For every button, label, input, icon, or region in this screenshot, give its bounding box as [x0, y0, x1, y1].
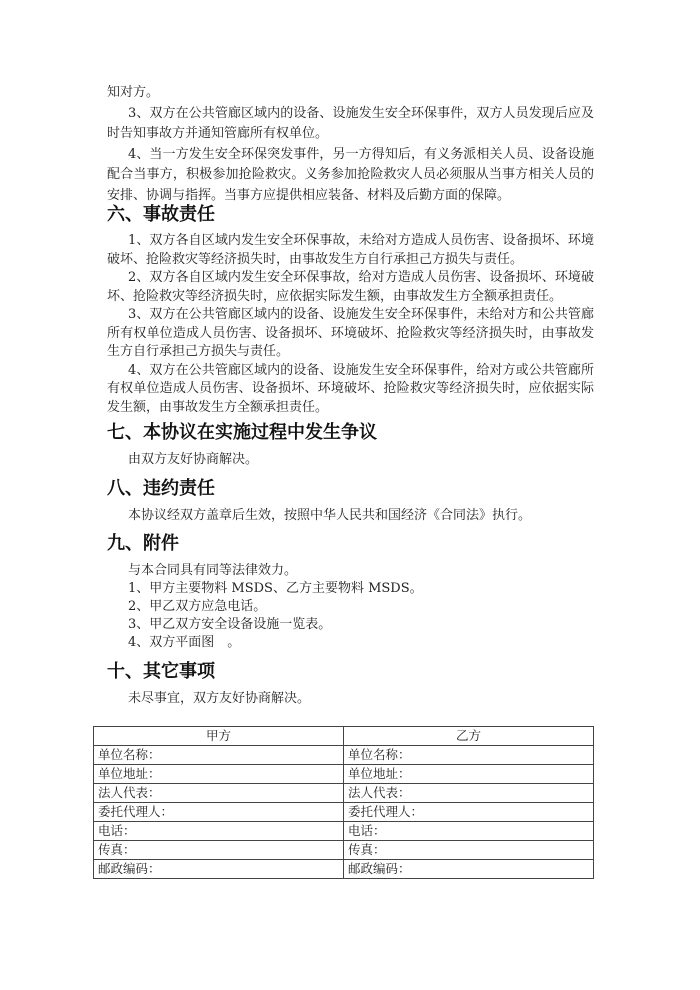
signature-table	[93, 726, 594, 879]
paragraph: 1、双方各自区域内发生安全环保事故，未给对方造成人员伤害、设备损坏、环境破坏、抢险救灾等经济损失时，由事故发生方自行承担己方损失与责任。	[107, 233, 594, 267]
party-b-cell: 法人代表：	[344, 784, 594, 803]
table-row	[94, 803, 594, 822]
paragraph: 与本合同具有同等法律效力。	[128, 563, 298, 578]
table-row	[94, 784, 594, 803]
table-header-row	[94, 727, 594, 746]
party-a-cell: 传真：	[94, 841, 344, 860]
party-a-cell: 电话：	[94, 822, 344, 841]
party-a-cell: 单位地址：	[94, 765, 344, 784]
party-b-cell: 传真：	[344, 841, 594, 860]
section-8-body	[107, 506, 594, 525]
list-item: 3、甲乙双方安全设备设施一览表。	[128, 617, 332, 632]
section-6-heading: 六、事故责任	[107, 204, 215, 225]
party-a-header: 甲方	[94, 727, 344, 746]
table-row	[94, 822, 594, 841]
paragraph: 由双方友好协商解决。	[128, 452, 259, 467]
party-a-cell: 法人代表：	[94, 784, 344, 803]
party-b-cell: 单位名称：	[344, 746, 594, 765]
paragraph: 4、双方在公共管廊区域内的设备、设施发生安全环保事件，给对方或公共管廊所有权单位造成人员伤害、设备损坏、环境破坏、抢险救灾等经济损失时，应依据实际发生额，由事故发生方全额承担责任。	[107, 362, 594, 415]
paragraph: 4、当一方发生安全环保突发事件，另一方得知后，有义务派相关人员、设备设施配合当事方，积极参加抢险救灾。义务参加抢险救灾人员必须服从当事方相关人员的安排、协调与指挥。当事方应提供相应装备、材料及后勤方面的保障。	[107, 146, 594, 203]
party-b-cell: 单位地址：	[344, 765, 594, 784]
table-row	[94, 746, 594, 765]
list-item: 2、甲乙双方应急电话。	[128, 599, 267, 614]
paragraph: 本协议经双方盖章后生效，按照中华人民共和国经济《合同法》执行。	[128, 508, 532, 523]
table-row	[94, 841, 594, 860]
section-7-heading: 七、本协议在实施过程中发生争议	[107, 422, 377, 443]
party-b-cell: 委托代理人：	[344, 803, 594, 822]
paragraph: 3、双方在公共管廊区域内的设备、设施发生安全环保事件，双方人员发现后应及时告知事故方并通知管廊所有权单位。	[107, 105, 594, 141]
table-row	[94, 765, 594, 784]
party-b-cell: 电话：	[344, 822, 594, 841]
paragraph: 2、双方各自区域内发生安全环保事故，给对方造成人员伤害、设备损坏、环境破坏、抢险救灾等经济损失时，应依据实际发生额，由事故发生方全额承担责任。	[107, 270, 594, 304]
table-row	[94, 860, 594, 879]
party-b-cell: 邮政编码：	[344, 860, 594, 879]
section-6-body	[107, 232, 594, 417]
list-item: 4、双方平面图 。	[128, 635, 241, 650]
section-10-body	[107, 689, 594, 708]
section-10-heading: 十、其它事项	[107, 661, 215, 682]
paragraph: 知对方。	[107, 85, 160, 100]
section-8-heading: 八、违约责任	[107, 478, 215, 499]
party-a-cell: 单位名称：	[94, 746, 344, 765]
party-a-cell: 委托代理人：	[94, 803, 344, 822]
party-b-header: 乙方	[344, 727, 594, 746]
party-a-cell: 邮政编码：	[94, 860, 344, 879]
intro-section	[107, 83, 594, 206]
section-7-body	[107, 450, 594, 469]
paragraph: 3、双方在公共管廊区域内的设备、设施发生安全环保事件，未给对方和公共管廊所有权单位造成人员伤害、设备损坏、环境破坏、抢险救灾等经济损失时，由事故发生方自行承担己方损失与责任。	[107, 307, 594, 359]
list-item: 1、甲方主要物料 MSDS、乙方主要物料 MSDS。	[128, 581, 423, 596]
paragraph: 未尽事宜，双方友好协商解决。	[128, 691, 311, 706]
section-9-body	[107, 562, 594, 652]
section-9-heading: 九、附件	[107, 533, 179, 554]
